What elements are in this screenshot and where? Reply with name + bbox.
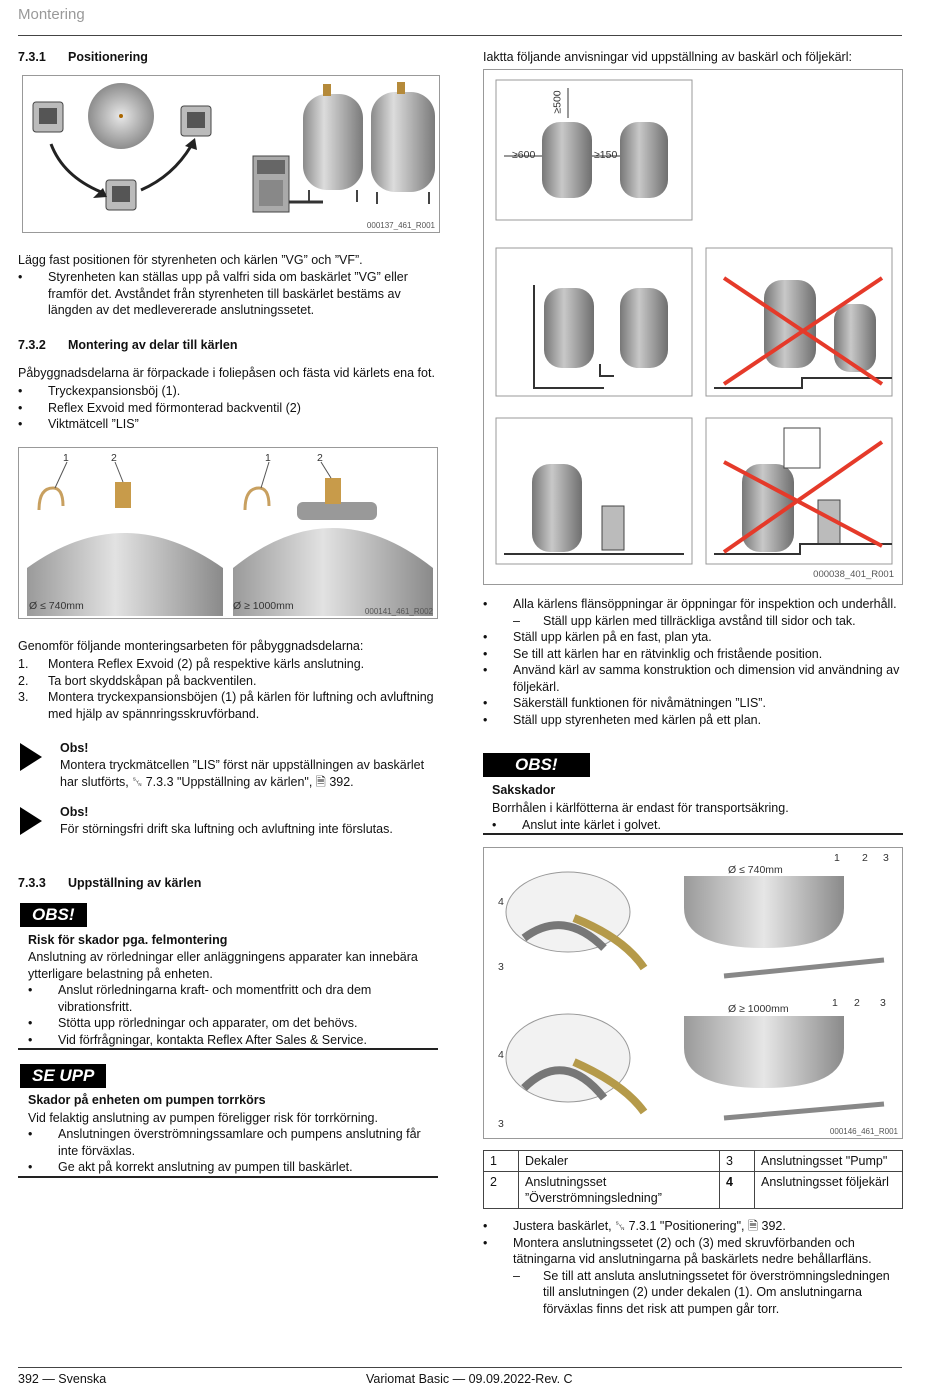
positioning-text: Lägg fast positionen för styrenheten och kärlen ”VG” och ”VF”. [18, 253, 363, 267]
list-item: • Styrenheten kan ställas upp på valfri sida om baskärlet ”VG” eller framför det. Avståndet från styrenheten till baskärlet bestäms av längden av det medlevererade anslutningssetet. [18, 270, 408, 317]
figure-code: 000038_401_R001 [813, 569, 894, 580]
list-item: • Anslut inte kärlet i golvet. [492, 818, 661, 832]
list-item: • Tryckexpansionsböj (1). [18, 384, 181, 398]
obs-badge: OBS! [483, 751, 590, 777]
parts-list [18, 383, 438, 433]
obs-bullets [492, 817, 902, 834]
section-rule [18, 1176, 438, 1178]
callout-3-left: 3 [498, 961, 504, 973]
callout-2-lower: 2 [854, 997, 860, 1009]
setup-bullets [483, 596, 903, 728]
dim-600: ≥600 [512, 149, 536, 161]
note-title: Obs! [60, 741, 89, 755]
note-arrow-icon [20, 807, 42, 835]
note-text: Montera tryckmätcellen ”LIS” först när uppställningen av baskärlet har slutförts, ␖ 7.3.3 "Uppställning av kärlen", 🗎 392. [60, 758, 425, 789]
footer-rule [18, 1367, 902, 1368]
obs-badge: OBS! [20, 901, 87, 927]
list-item: • Se till att kärlen har en rätvinklig och fristående position. [483, 646, 823, 661]
running-header: Montering [18, 6, 85, 23]
callout-1: 1 [63, 452, 69, 464]
setup-intro: Iaktta följande anvisningar vid uppställning av baskärl och följekärl: [483, 50, 852, 64]
list-item: – Ställ upp kärlen med tillräckliga avstånd till sidor och tak. [513, 613, 856, 628]
figure-code: 000137_461_R001 [366, 221, 435, 230]
connection-diameter-small: Ø ≤ 740mm [728, 864, 783, 876]
callout-3-lower: 3 [880, 997, 886, 1009]
connection-diameter-large: Ø ≥ 1000mm [728, 1003, 789, 1015]
seupp-bullets [28, 1126, 436, 1176]
table-row: 2 Anslutningsset ”Överströmningsledning” 4 Anslutningsset följekärl [484, 1172, 903, 1209]
figure-positioning [22, 75, 440, 233]
list-item: 2. Ta bort skyddskåpan på backventilen. [18, 673, 257, 688]
tank-vg [303, 84, 363, 202]
figure-setup-rules [483, 69, 903, 585]
list-item: – Se till att ansluta anslutningssetet för överströmningsledningen till anslutningen (2) under dekalen (1). Om anslutningarna förväxlas finns det risk att pumpen går torr. [513, 1268, 890, 1316]
heading-7-3-1: 7.3.1 Positionering [18, 50, 148, 64]
callout-1-lower: 1 [832, 997, 838, 1009]
list-item: • Justera baskärlet, ␖ 7.3.1 "Positionering", 🗎 392. [483, 1219, 786, 1233]
seupp-badge: SE UPP [20, 1062, 106, 1088]
steps-intro: Genomför följande monteringsarbeten för påbyggnadsdelarna: [18, 639, 364, 653]
callout-2: 2 [111, 452, 117, 464]
dim-500: ≥500 [551, 90, 564, 114]
list-item: • Ge akt på korrekt anslutning av pumpen till baskärlet. [28, 1160, 353, 1174]
footer-page: 392 — Svenska [18, 1372, 107, 1386]
list-item: 1. Montera Reflex Exvoid (2) på respektive kärls anslutning. [18, 657, 365, 671]
list-item: • Montera anslutningssetet (2) och (3) med skruvförbanden och tätningarna vid anslutningarna på baskärlets nedre behållarfläns. [483, 1235, 872, 1266]
note-title: Obs! [60, 805, 89, 819]
list-item: • Säkerställ funktionen för nivåmätningen ”LIS”. [483, 696, 766, 710]
obs-title: Risk för skador pga. felmontering [28, 933, 228, 947]
heading-7-3-2: 7.3.2 Montering av delar till kärlen [18, 338, 238, 352]
note-text: För störningsfri drift ska luftning och avluftning inte förslutas. [60, 822, 393, 836]
section-rule [483, 833, 903, 835]
callout-1-large: 1 [265, 452, 271, 464]
final-bullets [483, 1218, 903, 1317]
steps-list [18, 656, 438, 722]
list-item: • Vid förfrågningar, kontakta Reflex After Sales & Service. [28, 1032, 367, 1047]
diameter-large: Ø ≥ 1000mm [233, 600, 294, 612]
legend-table [483, 1150, 903, 1209]
callout-2-large: 2 [317, 452, 323, 464]
callout-3: 3 [883, 852, 889, 864]
list-item: • Viktmätcell ”LIS” [18, 417, 139, 431]
callout-4-lower: 4 [498, 1049, 504, 1061]
controller-right-icon [181, 106, 211, 136]
table-row: 1 Dekaler 3 Anslutningsset "Pump" [484, 1151, 903, 1172]
positioning-bullets [18, 269, 436, 319]
list-item: • Anslut rörledningarna kraft- och momentfritt och dra dem vibrationsfritt. [28, 983, 372, 1014]
tank-vf [371, 82, 435, 204]
list-item: • Ställ upp styrenheten med kärlen på ett plan. [483, 712, 762, 727]
seupp-text: Vid felaktig anslutning av pumpen föreligger risk för torrkörning. [28, 1111, 378, 1125]
list-item: • Använd kärl av samma konstruktion och dimension vid användning av följekärl. [483, 663, 900, 694]
figure-code: 000146_461_R001 [829, 1127, 898, 1136]
list-item: 3. Montera tryckexpansionsböjen (1) på kärlen för luftning och avluftning med hjälp av spännringsskruvförband. [18, 690, 434, 721]
controller-top-left-icon [33, 102, 63, 132]
callout-2: 2 [862, 852, 868, 864]
callout-3-left-lower: 3 [498, 1118, 504, 1130]
controller-unit [253, 156, 289, 212]
note-arrow-icon [20, 743, 42, 771]
connections-illustration [484, 848, 902, 1138]
heading-7-3-3: 7.3.3 Uppställning av kärlen [18, 876, 202, 890]
seupp-title: Skador på enheten om pumpen torrkörs [28, 1093, 266, 1107]
parts-intro: Påbyggnadsdelarna är förpackade i foliepåsen och fästa vid kärlets ena fot. [18, 366, 435, 380]
list-item: • Reflex Exvoid med förmonterad backventil (2) [18, 400, 301, 415]
setup-rules-illustration [484, 70, 902, 584]
list-item: • Anslutningen överströmningssamlare och pumpens anslutning får inte förväxlas. [28, 1127, 421, 1158]
callout-1: 1 [834, 852, 840, 864]
figure-code: 000141_461_R002 [364, 607, 433, 616]
diameter-small: Ø ≤ 740mm [29, 600, 84, 612]
section-rule [18, 1048, 438, 1050]
list-item: • Ställ upp kärlen på en fast, plan yta. [483, 630, 712, 644]
figure-tank-parts [18, 447, 438, 619]
dim-150: ≥150 [594, 149, 618, 161]
obs-text: Anslutning av rörledningar eller anläggningens apparater kan innebära ytterligare belastning på enheten. [28, 950, 418, 981]
obs-text: Borrhålen i kärlfötterna är endast för transportsäkring. [492, 801, 789, 815]
controller-bottom-icon [106, 180, 136, 210]
list-item: • Alla kärlens flänsöppningar är öppningar för inspektion och underhåll. [483, 597, 897, 611]
footer-doc: Variomat Basic — 09.09.2022-Rev. C [366, 1372, 573, 1386]
figure-connections [483, 847, 903, 1139]
obs-title: Sakskador [492, 783, 556, 797]
positioning-illustration [23, 76, 439, 232]
callout-4: 4 [498, 896, 504, 908]
obs-bullets [28, 982, 436, 1048]
header-rule [18, 35, 902, 36]
tank-parts-illustration [19, 448, 437, 618]
list-item: • Stötta upp rörledningar och apparater, om det behövs. [28, 1016, 358, 1030]
